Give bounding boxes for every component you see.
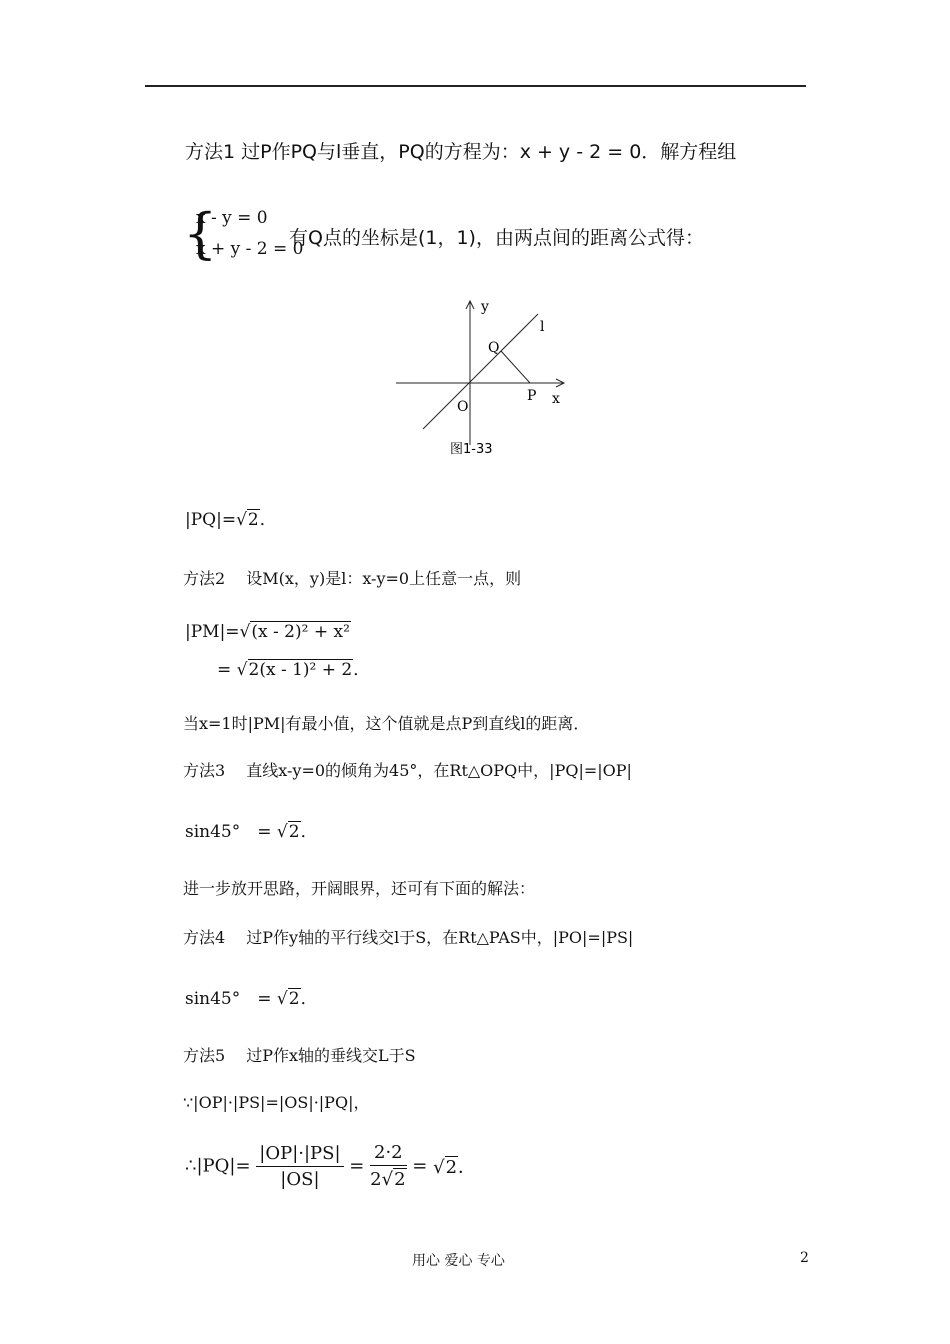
header-rule (145, 85, 806, 87)
result-lhs: |PQ|= (185, 510, 237, 530)
method4-radicand: 2 (288, 989, 300, 1009)
label-y: y (481, 299, 489, 315)
pm-period: ． (353, 660, 371, 680)
method3-period: ． (300, 822, 318, 842)
footer-motto: 用心 爱心 专心 (412, 1253, 505, 1269)
denominator-coefficient: 2 (370, 1169, 382, 1190)
system-equation-1: x - y = 0 (196, 208, 268, 228)
label-q: Q (488, 340, 500, 356)
pm-equals: = (217, 660, 232, 680)
sqrt-symbol: √ (381, 1169, 394, 1190)
method1-after-system: 有Q点的坐标是(1，1)，由两点间的距离公式得： (289, 227, 704, 249)
pm-line-2 (217, 655, 370, 680)
figure-caption: 图1-33 (450, 442, 493, 457)
sqrt-symbol: √ (276, 989, 288, 1009)
label-x: x (552, 391, 560, 407)
final-radicand: 2 (445, 1157, 458, 1178)
sin45-text: sin45° = (185, 822, 272, 842)
result-period: ． (259, 510, 277, 530)
label-p: P (527, 388, 537, 404)
method3-radicand: 2 (288, 822, 300, 842)
fraction-1-denominator: |OS| (280, 1168, 320, 1190)
method1-intro: 方法1 过P作PQ与l垂直，PQ的方程为：x + y - 2 = 0．解方程组 (185, 141, 737, 163)
denominator-radicand: 2 (394, 1169, 406, 1190)
pm-line-1 (185, 621, 351, 642)
fraction-2 (370, 1142, 406, 1190)
label-l: l (540, 319, 545, 335)
pm-lhs: |PM|= (185, 622, 240, 642)
pm-radicand-1: (x - 2)² + x² (251, 622, 350, 642)
sqrt-symbol: √ (239, 622, 251, 642)
sqrt-symbol: √ (433, 1157, 445, 1178)
fraction-2-denominator (370, 1166, 406, 1190)
fraction-2-numerator: 2·2 (370, 1142, 406, 1166)
pm-radicand-2: 2(x - 1)² + 2 (248, 660, 353, 680)
method5-because: ∵|OP|·|PS|=|OS|·|PQ|， (183, 1093, 370, 1112)
transition-text: 进一步放开思路，开阔眼界，还可有下面的解法： (183, 879, 536, 898)
method4-period: ． (300, 989, 318, 1009)
method3-result (185, 817, 318, 842)
equals-2: = (412, 1155, 428, 1177)
segment-pq (501, 351, 530, 383)
method2-conclusion: 当x=1时|PM|有最小值，这个值就是点P到直线l的距离． (183, 714, 590, 733)
sqrt-symbol: √ (236, 510, 247, 530)
label-o: O (457, 399, 469, 415)
line-l (423, 314, 538, 429)
method3-intro: 方法3 直线x-y=0的倾角为45°，在Rt△OPQ中，|PQ|=|OP| (183, 761, 632, 780)
result-radicand: 2 (247, 510, 259, 530)
therefore-lhs: ∴|PQ|= (185, 1155, 251, 1177)
method5-intro: 方法5 过P作x轴的垂线交L于S (183, 1046, 416, 1065)
method2-intro: 方法2 设M(x，y)是l：x-y=0上任意一点，则 (183, 569, 522, 588)
system-brace: { (183, 202, 218, 265)
fraction-1 (256, 1143, 343, 1190)
fraction-1-numerator: |OP|·|PS| (256, 1143, 343, 1167)
method1-result (185, 505, 277, 530)
page-number: 2 (800, 1250, 809, 1266)
method5-result (185, 1142, 476, 1190)
sqrt-symbol: √ (276, 822, 288, 842)
final-period: ． (458, 1157, 477, 1178)
final-value (433, 1157, 476, 1178)
equals-1: = (349, 1155, 365, 1177)
sqrt-symbol: √ (236, 660, 248, 680)
method4-result (185, 984, 318, 1009)
figure-1-33 (390, 295, 570, 460)
sin45-text: sin45° = (185, 989, 272, 1009)
system-equation-2: x + y - 2 = 0 (196, 239, 304, 259)
method4-intro: 方法4 过P作y轴的平行线交l于S，在Rt△PAS中，|PO|=|PS| (183, 928, 634, 947)
